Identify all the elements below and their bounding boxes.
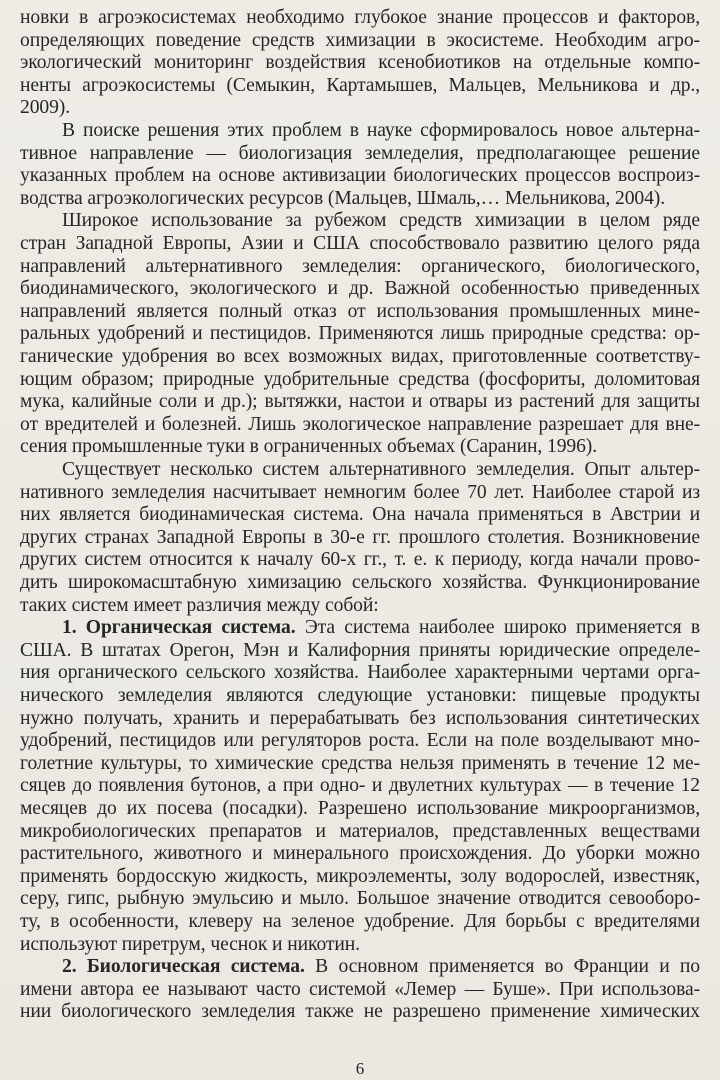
line-text: сения промышленные туки в ограниченных объемах (Саранин, 1996). xyxy=(20,436,598,458)
line-text: новки в агроэкосистемах необходимо глубокое знание процессов и факторов, xyxy=(20,7,700,28)
line-text: мука, калийные соли и др.); вытяжки, настои и отвары из растений для защиты xyxy=(20,391,700,413)
line-text: растительного, животного и минерального происхождения. До уборки можно xyxy=(20,843,700,865)
line-text: других систем относится к началу 60-х гг., т. е. к периоду, когда начали прово- xyxy=(20,549,700,571)
line-text: нии биологического земледелия также не разрешено применение химических xyxy=(20,1001,700,1023)
line-text: В поиске решения этих проблем в науке сформировалось новое альтерна- xyxy=(62,120,700,141)
line-text: нужно получать, хранить и перерабатывать без использования синтетических xyxy=(20,707,700,729)
section-heading: 1. Органическая система. xyxy=(62,617,296,639)
line-text: месяцев до их посева (посадки). Разрешено использование микроорганизмов, xyxy=(20,798,700,819)
line-text: ненты агроэкосистемы (Семыкин, Картамышев, Мальцев, Мельникова и др., xyxy=(20,74,700,96)
line-text: удобрений, пестицидов или регуляторов роста. Если на поле возделывают мно- xyxy=(20,730,700,752)
line-text: них является биодинамическая система. Она начала применяться в Австрии и xyxy=(20,504,700,526)
line-text: определяющих поведение средств химизации в экосистеме. Необходим агро- xyxy=(20,29,700,51)
line-text: 2009). xyxy=(20,97,71,119)
text-line xyxy=(20,998,700,1025)
line-text: ральных удобрений и пестицидов. Применяются лишь природные средства: ор- xyxy=(20,323,700,345)
line-text: водства агроэкологических ресурсов (Мальцев, Шмаль,… Мельникова, 2004). xyxy=(20,187,666,209)
line-text: других странах Западной Европы в 30-е гг. прошлого столетия. Возникновение xyxy=(20,526,700,548)
line-text: от вредителей и болезней. Лишь экологическое направление разрешает для вне- xyxy=(20,413,700,435)
line-text: применять бордосскую жидкость, микроэлементы, золу водорослей, известняк, xyxy=(20,865,700,887)
line-text: дить широкомасштабную химизацию сельского хозяйства. Функционирование xyxy=(20,572,700,593)
line-text: Эта система наиболее широко применяется в xyxy=(295,617,700,639)
line-text: серу, гипс, рыбную эмульсию и мыло. Большое значение отводится севооборо- xyxy=(20,888,700,910)
line-text: ющим образом; природные удобрительные средства (фосфориты, доломитовая xyxy=(20,368,700,390)
line-text: направлений является полный отказ от использования промышленных мине- xyxy=(20,300,700,322)
line-text: микробиологических препаратов и материалов, представленных веществами xyxy=(20,820,700,842)
section-heading: 2. Биологическая система. xyxy=(62,956,305,978)
line-text: нативного земледелия насчитывает немногим более 70 лет. Наиболее старой из xyxy=(20,481,700,503)
line-text: используют пиретрум, чеснок и никотин. xyxy=(20,933,360,955)
line-text: стран Западной Европы, Азии и США способствовало развитию целого ряда xyxy=(20,233,700,254)
line-text: Широкое использование за рубежом средств химизации в целом ряде xyxy=(62,210,700,232)
line-text: нического земледелия являются следующие установки: пищевые продукты xyxy=(20,685,700,706)
line-text: ганические удобрения во всех возможных видах, приготовленные соответству- xyxy=(20,346,700,367)
line-text: сяцев до появления бутонов, а при одно- и двулетних культурах — в течение 12 xyxy=(20,775,700,797)
line-text: В основном применяется во Франции и по xyxy=(304,956,700,978)
line-text: ния органического сельского хозяйства. Наиболее характерными чертами орга- xyxy=(20,662,700,684)
line-text: Существует несколько систем альтернативного земледелия. Опыт альтер- xyxy=(62,459,700,480)
page-number: 6 xyxy=(355,1059,365,1078)
line-text: указанных проблем на основе активизации биологических процессов воспроиз- xyxy=(20,165,700,187)
line-text: голетние культуры, то химические средства нельзя применять в течение 12 ме- xyxy=(20,752,700,774)
line-text: имени автора ее называют часто системой «Лемер — Буше». При использова- xyxy=(20,978,700,1000)
line-text: направлений альтернативного земледелия: органического, биологического, xyxy=(20,255,700,277)
line-text: таких систем имеет различия между собой: xyxy=(20,594,379,616)
line-text: тивное направление — биологизация земледелия, предполагающее решение xyxy=(20,142,700,164)
line-text: экологический мониторинг воздействия ксенобиотиков на отдельные компо- xyxy=(20,52,700,74)
line-text: биодинамического, экологического и др. Важной особенностью приведенных xyxy=(20,278,700,300)
line-text: США. В штатах Орегон, Мэн и Калифорния приняты юридические определе- xyxy=(20,639,700,661)
line-text: ту, в особенности, клеверу на зеленое удобрение. Для борьбы с вредителями xyxy=(20,911,700,932)
